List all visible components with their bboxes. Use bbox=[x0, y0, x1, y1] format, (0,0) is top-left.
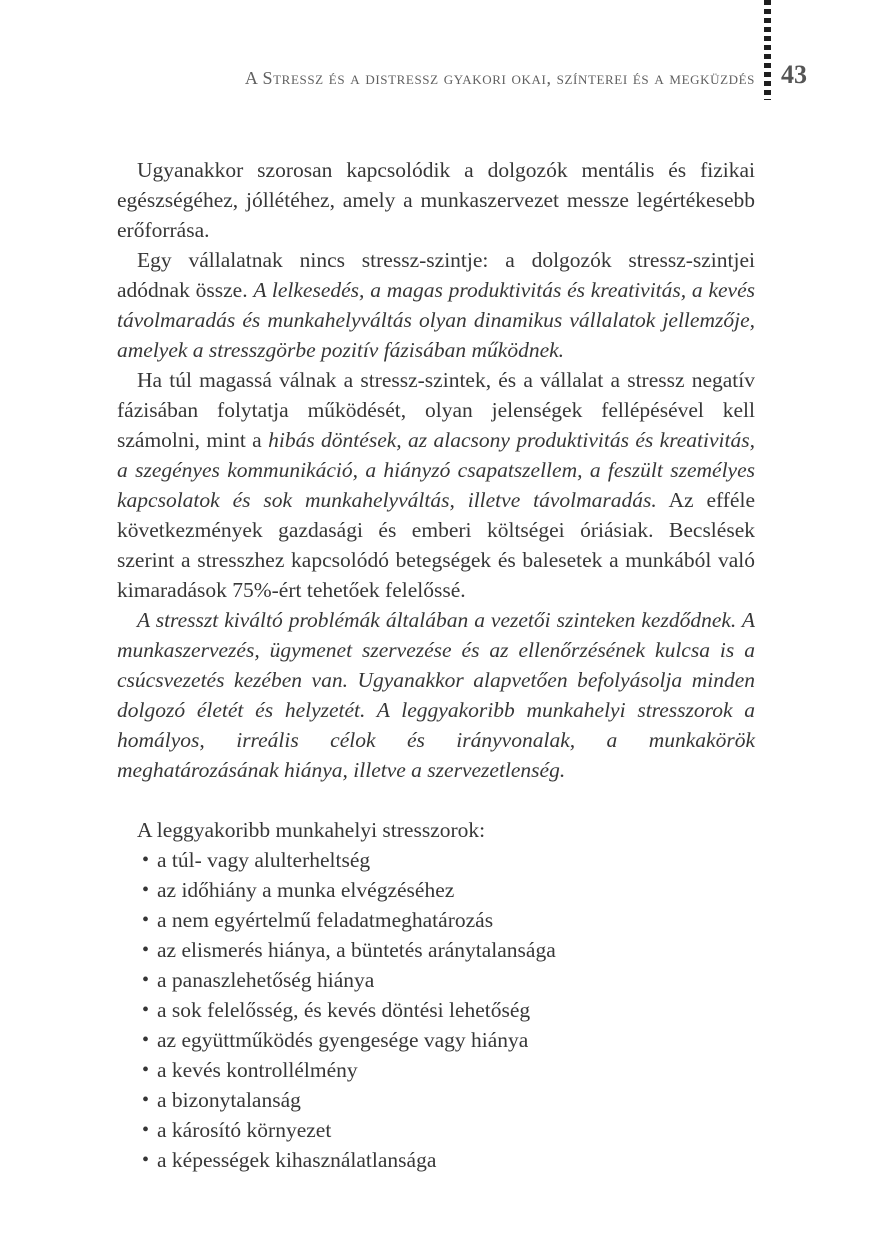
stressor-label: az elismerés hiánya, a büntetés aránytalansága bbox=[157, 938, 556, 962]
bullet-icon: • bbox=[142, 849, 150, 871]
stressor-list-item bbox=[117, 935, 755, 965]
text-run: Ugyanakkor szorosan kapcsolódik a dolgozók mentális és fizikai egészségéhez, jóllétéhez, amely a munkaszervezet messze legértékesebb erőforrása. bbox=[117, 158, 755, 242]
italic-text-run: A lelkesedés, a magas produktivitás és kreativitás, a kevés távolmaradás és munkahelyváltás olyan dinamikus vállalatok jellemzője, amelyek a stresszgörbe pozitív fázisában működnek. bbox=[117, 278, 755, 362]
stressor-label: a képességek kihasználatlansága bbox=[157, 1148, 437, 1172]
stressor-list-item bbox=[117, 965, 755, 995]
stressor-list bbox=[117, 845, 755, 1175]
paragraph bbox=[117, 605, 755, 785]
paragraph bbox=[117, 155, 755, 245]
stressor-list-intro: A leggyakoribb munkahelyi stresszorok: bbox=[137, 818, 486, 842]
bullet-icon: • bbox=[142, 1149, 150, 1171]
bullet-icon: • bbox=[142, 879, 150, 901]
stressor-label: az időhiány a munka elvégzéséhez bbox=[157, 878, 455, 902]
stressor-list-item bbox=[117, 1145, 755, 1175]
stressor-label: a nem egyértelmű feladatmeghatározás bbox=[157, 908, 494, 932]
paragraph bbox=[117, 365, 755, 605]
italic-text-run: hibás döntések, az alacsony produktivitás és kreativitás, a szegényes kommunikáció, a hiányzó csapatszellem, a feszült személyes kapcsolatok és sok munkahelyváltás, illetve távolmaradás. bbox=[117, 428, 755, 512]
bullet-icon: • bbox=[142, 1059, 150, 1081]
bullet-icon: • bbox=[142, 1089, 150, 1111]
stressor-label: a kevés kontrollélmény bbox=[157, 1058, 358, 1082]
bullet-icon: • bbox=[142, 909, 150, 931]
stressor-label: a sok felelősség, és kevés döntési lehetőség bbox=[157, 998, 531, 1022]
bullet-icon: • bbox=[142, 1029, 150, 1051]
stressor-list-item bbox=[117, 1085, 755, 1115]
italic-text-run: A stresszt kiváltó problémák általában a vezetői szinteken kezdődnek. A munkaszervezés, ügymenet szervezése és az ellenőrzésének kulcsa is a csúcsvezetés kezében van. Ugyanakkor alapvetően befolyásolja minden dolgozó életét és helyzetét. A leggyakoribb munkahelyi stresszorok a homályos, irreális célok és irányvonalak, a munkakörök meghatározásának hiánya, illetve a szervezetlenség. bbox=[117, 608, 755, 782]
running-head-title: A Stressz és a distressz gyakori okai, színterei és a megküzdés bbox=[244, 68, 755, 88]
stressor-label: a panaszlehetőség hiánya bbox=[157, 968, 375, 992]
text-run: Ha túl magassá válnak a stressz-szintek, és a vállalat a stressz negatív fázisában folytatja működését, olyan jelenségek fellépésével kell számolni, mint a bbox=[117, 368, 755, 452]
body-text bbox=[117, 155, 755, 1175]
bullet-icon: • bbox=[142, 969, 150, 991]
stressor-list-item bbox=[117, 1055, 755, 1085]
dotted-rule-icon bbox=[764, 0, 771, 100]
stressor-label: az együttműködés gyengesége vagy hiánya bbox=[157, 1028, 529, 1052]
stressor-list-item bbox=[117, 995, 755, 1025]
stressor-label: a bizonytalanság bbox=[157, 1088, 301, 1112]
stressor-list-item bbox=[117, 1025, 755, 1055]
stressor-list-item bbox=[117, 905, 755, 935]
stressor-label: a károsító környezet bbox=[157, 1118, 332, 1142]
bullet-icon: • bbox=[142, 1119, 150, 1141]
paragraphs bbox=[117, 155, 755, 785]
stressor-label: a túl- vagy alulterheltség bbox=[157, 848, 371, 872]
page-number: 43 bbox=[781, 60, 807, 89]
text-run: Az efféle következmények gazdasági és emberi költségei óriásiak. Becslések szerint a stresszhez kapcsolódó betegségek és balesetek a munkából való kimaradások 75%-ért tehetőek felelőssé. bbox=[117, 488, 755, 602]
stressor-list-block bbox=[117, 815, 755, 1175]
paragraph bbox=[117, 245, 755, 365]
text-run: Egy vállalatnak nincs stressz-szintje: a dolgozók stressz-szintjei adódnak össze. bbox=[117, 248, 755, 302]
stressor-list-item bbox=[117, 875, 755, 905]
bullet-icon: • bbox=[142, 999, 150, 1021]
stressor-list-item bbox=[117, 1115, 755, 1145]
stressor-list-item bbox=[117, 845, 755, 875]
bullet-icon: • bbox=[142, 939, 150, 961]
